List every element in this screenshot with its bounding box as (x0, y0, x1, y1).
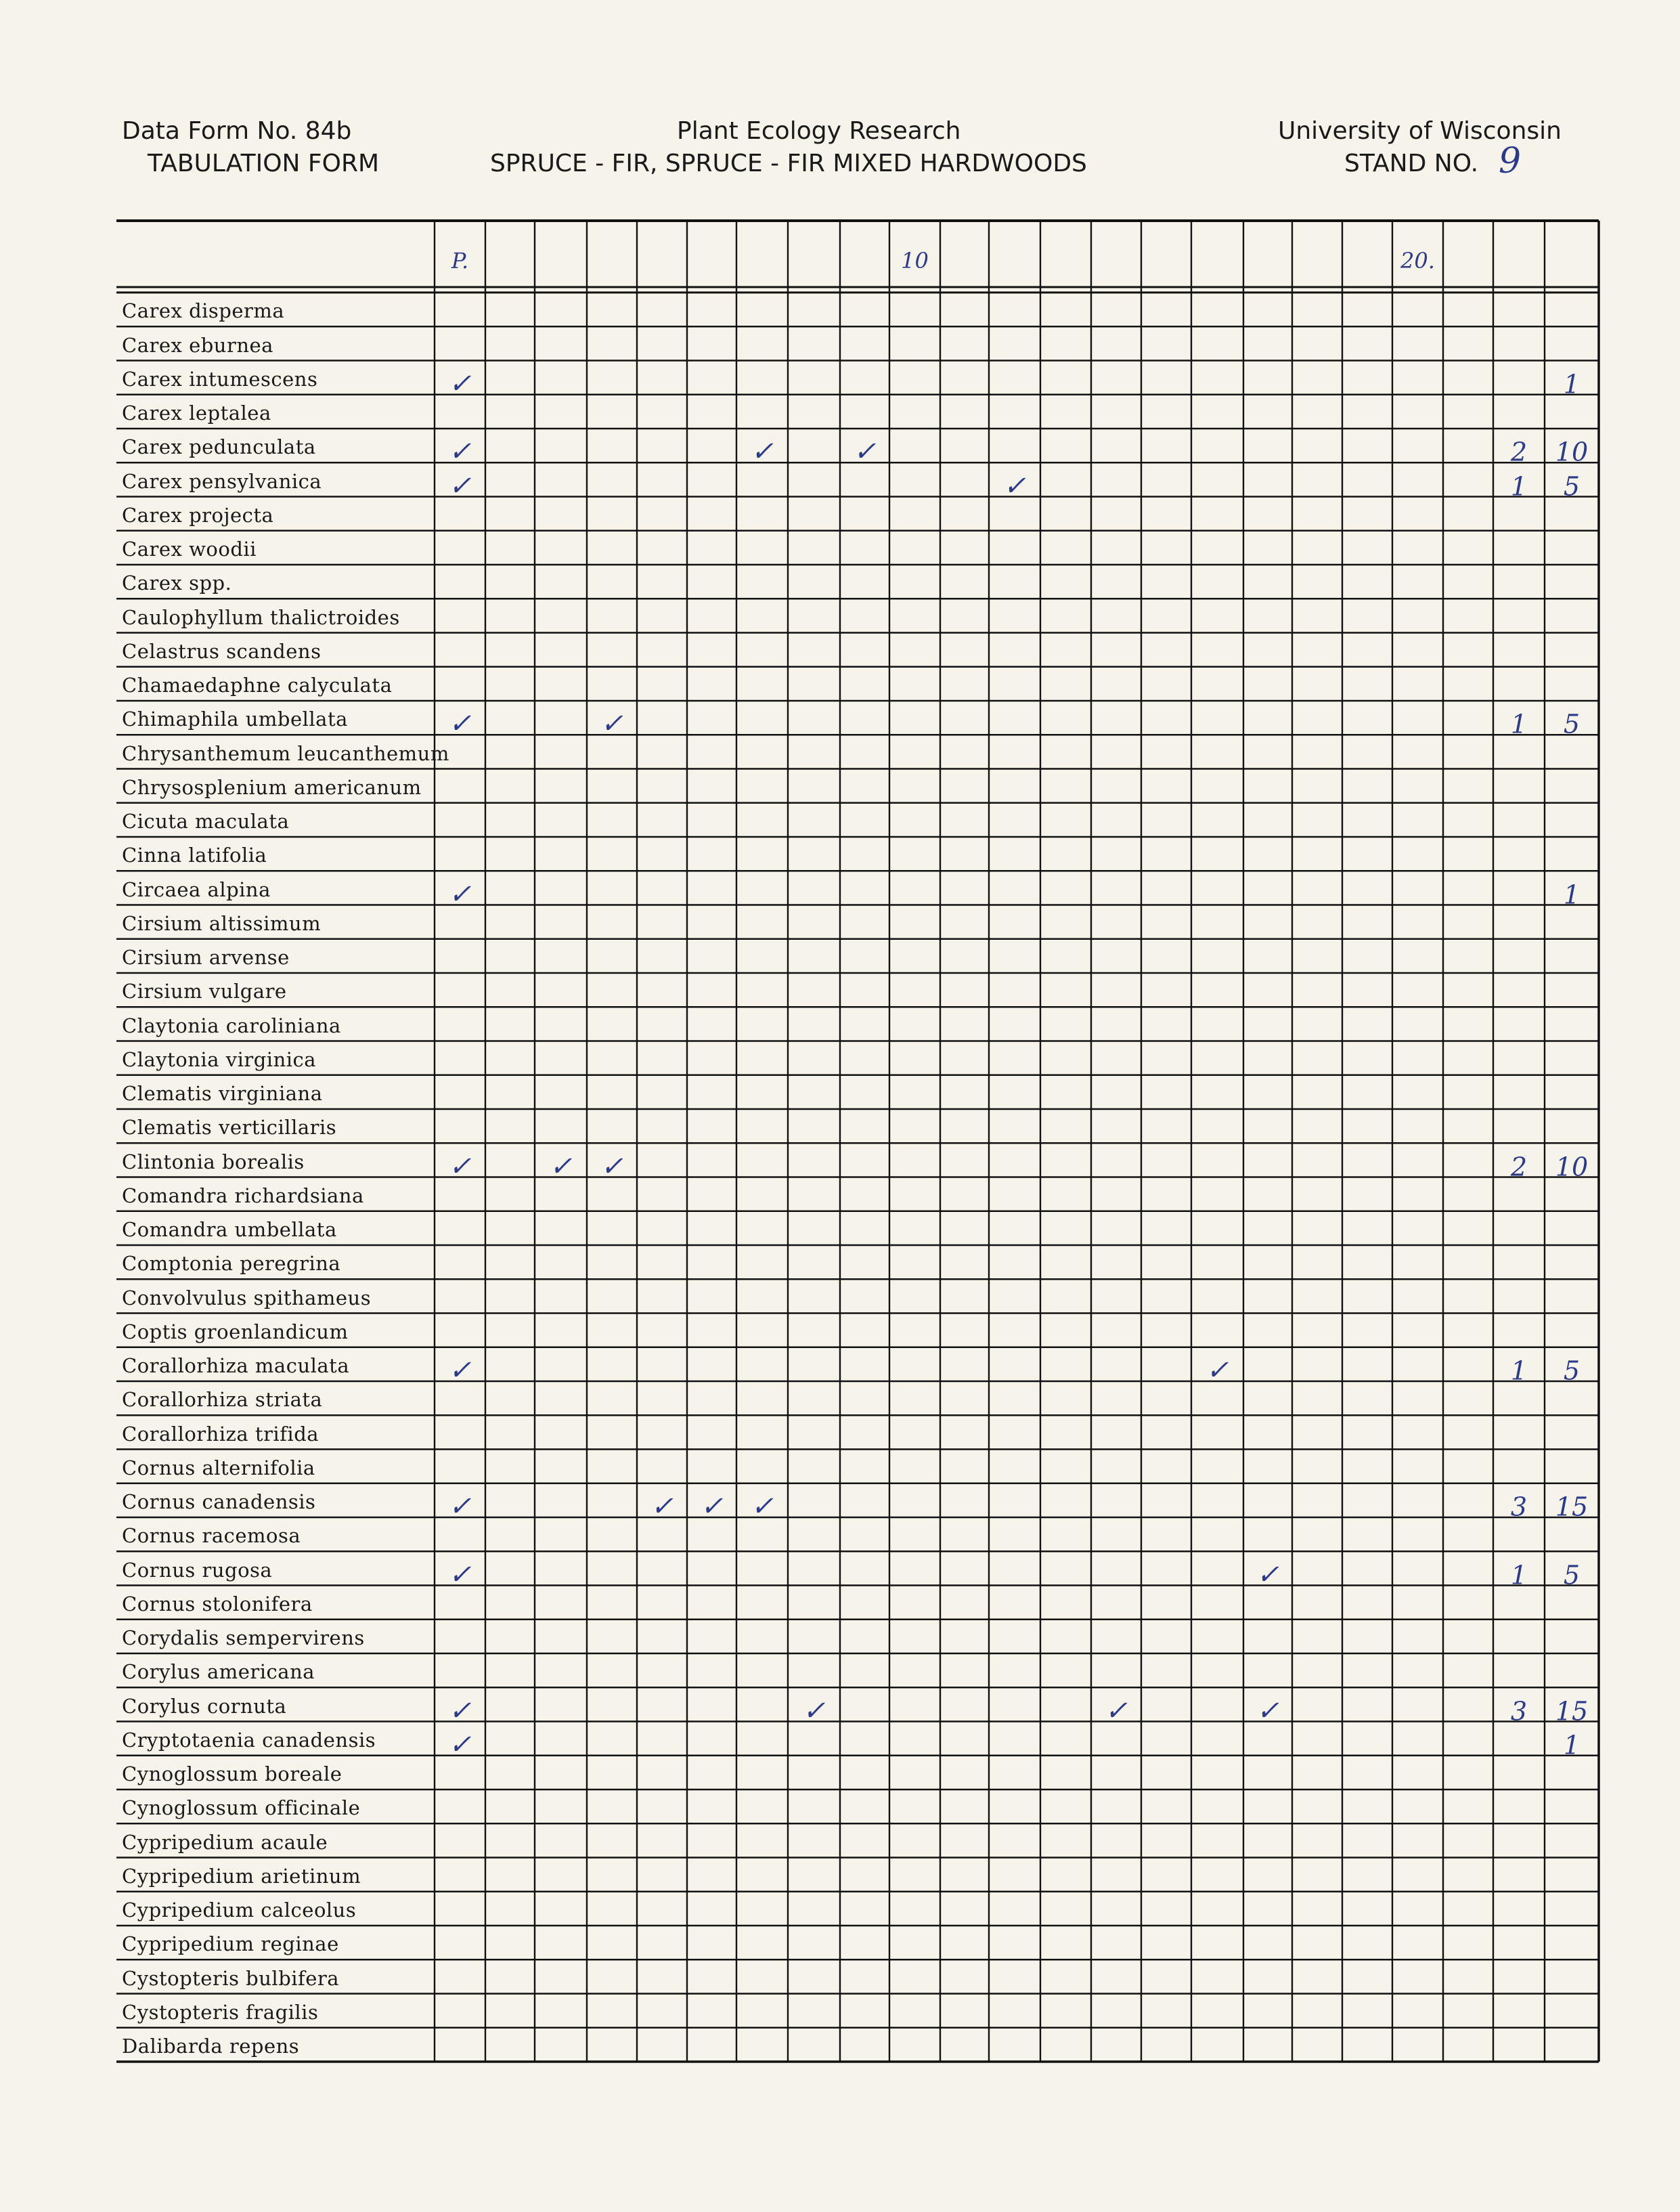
species-name: Claytonia caroliniana (122, 1014, 341, 1037)
species-name: Caulophyllum thalictroides (122, 605, 400, 629)
total-value[interactable]: 15 (1555, 1492, 1589, 1522)
form-subtitle: SPRUCE - FIR, SPRUCE - FIR MIXED HARDWOODS (490, 150, 1087, 177)
species-name: Cypripedium acaule (122, 1830, 328, 1854)
stand-label: STAND NO. (1344, 150, 1479, 177)
check-mark[interactable]: ✓ (700, 1491, 724, 1522)
total-value[interactable]: 5 (1563, 471, 1580, 502)
species-name: Corylus americana (122, 1660, 315, 1684)
species-name: Chrysosplenium americanum (122, 775, 422, 799)
check-mark[interactable]: ✓ (448, 436, 472, 468)
species-name: Comptonia peregrina (122, 1252, 341, 1276)
check-mark[interactable]: ✓ (448, 1150, 472, 1182)
total-value[interactable]: 10 (1555, 1152, 1589, 1182)
check-mark[interactable]: ✓ (1206, 1355, 1229, 1386)
check-mark[interactable]: ✓ (600, 708, 623, 740)
species-name: Cirsium arvense (122, 946, 290, 969)
frequency-value[interactable]: 1 (1510, 1356, 1528, 1386)
frequency-value[interactable]: 3 (1510, 1492, 1528, 1522)
species-name: Cystopteris bulbifera (122, 1966, 340, 1990)
species-name: Clintonia borealis (122, 1150, 305, 1173)
species-name: Cornus alternifolia (122, 1456, 315, 1479)
column-mark-twenty: 20. (1400, 248, 1435, 274)
species-name: Carex woodii (122, 538, 257, 561)
species-name: Clematis verticillaris (122, 1116, 337, 1140)
species-name: Carex pedunculata (122, 435, 316, 459)
check-mark[interactable]: ✓ (448, 1695, 472, 1727)
species-name: Carex leptalea (122, 402, 271, 425)
frequency-value[interactable]: 1 (1510, 709, 1528, 739)
frequency-value[interactable]: 1 (1510, 1560, 1528, 1590)
species-name: Carex projecta (122, 503, 274, 527)
species-name: Cornus stolonifera (122, 1592, 313, 1615)
species-name: Cystopteris fragilis (122, 2000, 319, 2024)
species-name: Cypripedium calceolus (122, 1899, 357, 1922)
stand-number[interactable]: 9 (1499, 141, 1522, 181)
total-value[interactable]: 5 (1563, 1560, 1580, 1590)
check-mark[interactable]: ✓ (448, 1355, 472, 1386)
species-name: Cryptotaenia canadensis (122, 1728, 376, 1752)
species-name: Chrysanthemum leucanthemum (122, 741, 449, 765)
check-mark[interactable]: ✓ (549, 1150, 573, 1182)
check-mark[interactable]: ✓ (751, 1491, 774, 1522)
check-mark[interactable]: ✓ (448, 1491, 472, 1522)
column-mark-ten: 10 (901, 248, 929, 274)
check-mark[interactable]: ✓ (853, 436, 877, 468)
total-value[interactable]: 1 (1563, 1730, 1580, 1760)
species-name: Comandra umbellata (122, 1218, 337, 1241)
species-name: Comandra richardsiana (122, 1184, 364, 1207)
check-mark[interactable]: ✓ (1003, 470, 1026, 502)
check-mark[interactable]: ✓ (802, 1695, 826, 1727)
species-name: Carex disperma (122, 299, 285, 323)
total-value[interactable]: 10 (1555, 437, 1589, 467)
species-name: Cypripedium arietinum (122, 1864, 361, 1888)
species-name: Cynoglossum boreale (122, 1762, 342, 1785)
check-mark[interactable]: ✓ (448, 470, 472, 502)
species-name: Corylus cornuta (122, 1694, 287, 1718)
check-mark[interactable]: ✓ (751, 436, 774, 468)
check-mark[interactable]: ✓ (448, 878, 472, 910)
frequency-value[interactable]: 3 (1510, 1696, 1528, 1727)
check-mark[interactable]: ✓ (650, 1491, 673, 1522)
species-name: Corallorhiza striata (122, 1388, 323, 1412)
check-mark[interactable]: ✓ (448, 368, 472, 399)
species-name: Chimaphila umbellata (122, 708, 348, 731)
species-name: Cicuta maculata (122, 810, 290, 833)
total-value[interactable]: 5 (1563, 1356, 1580, 1386)
total-value[interactable]: 1 (1563, 880, 1580, 910)
species-name: Cirsium vulgare (122, 980, 287, 1003)
species-name: Carex pensylvanica (122, 469, 322, 493)
column-mark-first: P. (451, 248, 469, 274)
university-name: University of Wisconsin (1278, 117, 1562, 145)
species-name: Chamaedaphne calyculata (122, 674, 393, 697)
species-name: Dalibarda repens (122, 2035, 300, 2058)
check-mark[interactable]: ✓ (448, 1559, 472, 1590)
check-mark[interactable]: ✓ (600, 1150, 623, 1182)
total-value[interactable]: 5 (1563, 709, 1580, 739)
species-name: Cynoglossum officinale (122, 1796, 361, 1820)
species-name: Clematis virginiana (122, 1082, 323, 1105)
species-name: Claytonia virginica (122, 1047, 317, 1071)
species-name: Carex eburnea (122, 333, 273, 357)
form-type: TABULATION FORM (148, 150, 380, 177)
frequency-value[interactable]: 2 (1510, 1152, 1528, 1182)
species-name: Carex spp. (122, 571, 232, 595)
species-name: Carex intumescens (122, 367, 318, 391)
species-name: Corydalis sempervirens (122, 1626, 365, 1649)
species-name: Convolvulus spithameus (122, 1286, 372, 1309)
species-name: Circaea alpina (122, 877, 271, 901)
check-mark[interactable]: ✓ (448, 708, 472, 740)
check-mark[interactable]: ✓ (1105, 1695, 1128, 1727)
species-name: Cypripedium reginae (122, 1932, 339, 1956)
species-name: Cirsium altissimum (122, 911, 322, 935)
total-value[interactable]: 15 (1555, 1696, 1589, 1727)
check-mark[interactable]: ✓ (1256, 1559, 1279, 1590)
form-number: Data Form No. 84b (122, 117, 352, 145)
total-value[interactable]: 1 (1563, 369, 1580, 399)
species-name: Coptis groenlandicum (122, 1320, 349, 1343)
species-name: Corallorhiza trifida (122, 1422, 319, 1446)
species-name: Cornus canadensis (122, 1490, 316, 1513)
check-mark[interactable]: ✓ (448, 1729, 472, 1760)
frequency-value[interactable]: 2 (1510, 437, 1528, 467)
research-title: Plant Ecology Research (677, 117, 961, 145)
species-name: Celastrus scandens (122, 639, 322, 663)
species-name: Corallorhiza maculata (122, 1354, 350, 1377)
frequency-value[interactable]: 1 (1510, 471, 1528, 502)
check-mark[interactable]: ✓ (1256, 1695, 1279, 1727)
species-name: Cornus rugosa (122, 1558, 273, 1582)
species-name: Cinna latifolia (122, 844, 267, 867)
species-name: Cornus racemosa (122, 1524, 301, 1548)
